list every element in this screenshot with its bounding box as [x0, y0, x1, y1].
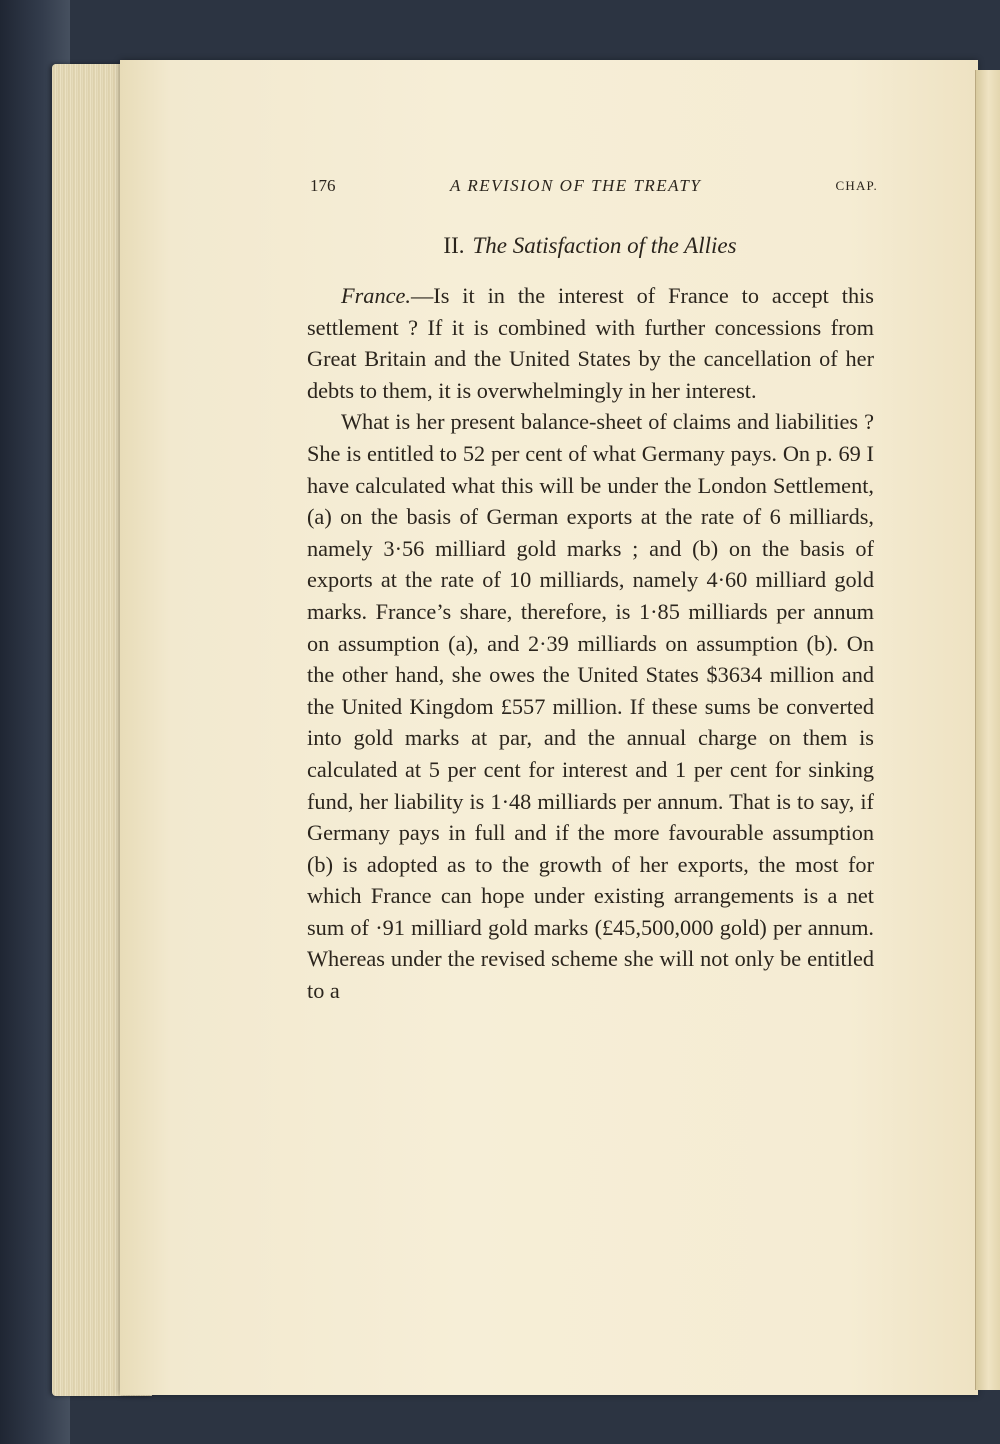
facing-page-edge [975, 70, 1000, 1390]
running-head [310, 176, 878, 200]
paragraph-lead: France. [341, 283, 411, 308]
paragraph-text: What is her present balance-sheet of claims and liabilities ? She is entitled to 52 per cent of what Germany pays. On p. 69 I have calculated what this will be under the London Settlement, (a) on the basis of German exports at the rate of 6 milliards, namely 3·56 milliard gold marks ; and (b) on the basis of exports at the rate of 10 milliards, namely 4·60 milliard gold marks. France’s share, therefore, is 1·85 milliards per annum on assumption (a), and 2·39 milliards on assumption (b). On the other hand, she owes the United States $3634 million and the United Kingdom £557 million. If these sums be converted into gold marks at par, and the annual charge on them is calculated at 5 per cent for interest and 1 per cent for sinking fund, her liability is 1·48 milliards per annum. That is to say, if Germany pays in full and if the more favourable assumption (b) is adopted as to the growth of her exports, the most for which France can hope under existing arrangements is a net sum of ·91 milliard gold marks (£45,500,000 gold) per annum. Whereas under the revised scheme she will not only be entitled to a [307, 409, 874, 1004]
section-number: II. [443, 233, 465, 258]
section-heading [310, 233, 870, 259]
paragraph-text: —Is it in the interest of France to accept this settlement ? If it is combined with further concessions from Great Britain and the United States by the cancellation of her debts to them, it is overwhelmingly in her interest. [307, 283, 874, 403]
paragraph [307, 406, 874, 1006]
running-title: A REVISION OF THE TREATY [450, 176, 702, 195]
body-text [307, 280, 874, 1007]
section-title: The Satisfaction of the Allies [472, 233, 737, 258]
paragraph [307, 280, 874, 406]
page-number: 176 [310, 176, 336, 195]
chapter-label: CHAP. [835, 178, 878, 193]
